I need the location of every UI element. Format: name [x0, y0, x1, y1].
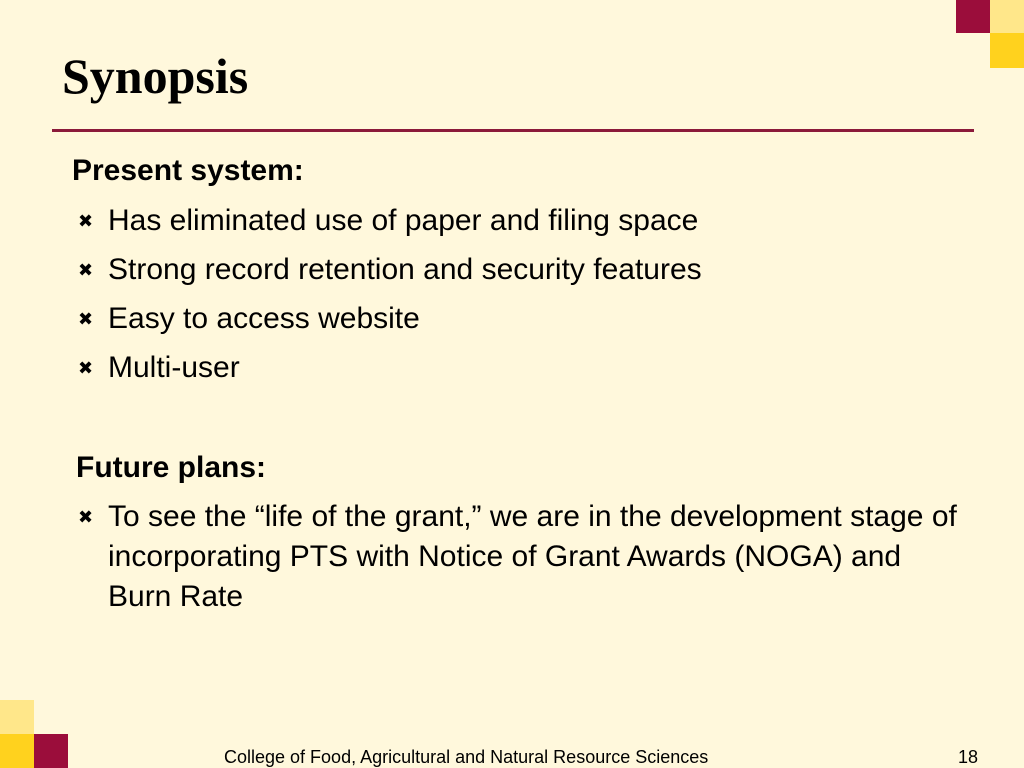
x-bullet-icon: ✖ — [78, 260, 94, 280]
x-bullet-icon: ✖ — [78, 309, 94, 329]
x-bullet-icon: ✖ — [78, 507, 94, 527]
decor-square-bottom-maroon — [34, 734, 68, 768]
footer-college-name: College of Food, Agricultural and Natural Resource Sciences — [224, 747, 709, 767]
decor-square-bottom-pale — [0, 700, 34, 734]
decor-square-top-maroon — [956, 0, 990, 33]
decor-square-bottom-gold — [0, 734, 34, 768]
list-item: ✖ To see the “life of the grant,” we are in the development stage of incorporating PTS with Notice of Grant Awards (NOGA) and Burn Rate — [78, 497, 958, 617]
present-system-list — [78, 201, 702, 397]
list-item: ✖ Easy to access website — [78, 299, 702, 339]
future-plans-list — [78, 497, 958, 626]
decor-square-top-gold — [990, 33, 1024, 68]
x-bullet-icon: ✖ — [78, 358, 94, 378]
list-item: ✖ Has eliminated use of paper and filing space — [78, 201, 702, 241]
list-item: ✖ Strong record retention and security features — [78, 250, 702, 290]
title-divider — [52, 129, 974, 132]
page-number: 18 — [958, 747, 979, 767]
present-system-heading: Present system: — [72, 154, 304, 187]
x-bullet-icon: ✖ — [78, 211, 94, 231]
future-plans-heading: Future plans: — [76, 451, 267, 484]
decor-square-top-pale — [990, 0, 1024, 33]
slide-title: Synopsis — [62, 48, 249, 104]
list-item: ✖ Multi-user — [78, 348, 702, 388]
